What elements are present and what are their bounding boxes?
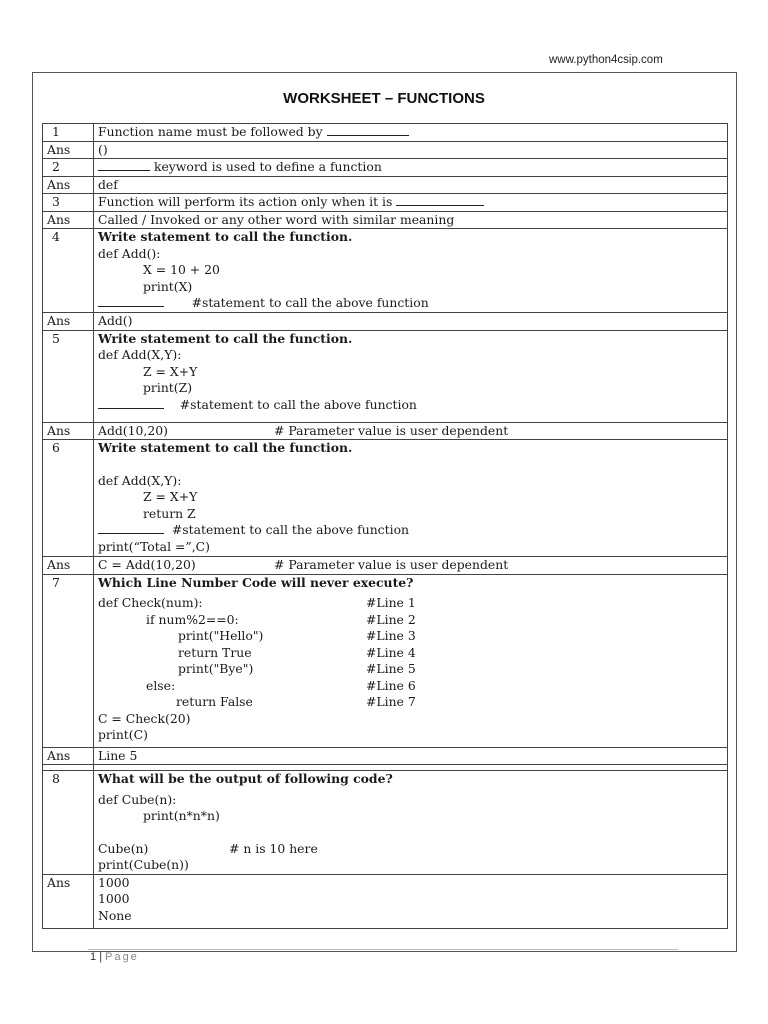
code-line: #statement to call the above function — [98, 295, 723, 312]
code-line: def Add(X,Y): — [98, 472, 182, 488]
page-footer — [90, 951, 139, 963]
answer-label: Ans — [43, 141, 94, 159]
answer-text: Called / Invoked or any other word with similar meaning — [94, 211, 728, 229]
question-body — [94, 771, 728, 875]
question-number: 1 — [43, 124, 94, 142]
code-line: return False #Line 7 — [176, 694, 416, 709]
question-row-8 — [43, 771, 728, 875]
answer-text: def — [94, 176, 728, 194]
code-line: print(X) — [143, 278, 193, 294]
question-body — [94, 229, 728, 313]
answer-comment: # Parameter value is user dependent — [274, 422, 509, 438]
code-line: print("Hello") #Line 3 — [178, 628, 416, 643]
question-heading: Which Line Number Code will never execute? — [98, 574, 414, 590]
code-line: print(Z) — [143, 380, 193, 395]
code-comment: # n is 10 here — [229, 840, 318, 856]
code-line: def Add(X,Y): — [98, 347, 182, 362]
answer-text: Line 5 — [94, 747, 728, 765]
code-line: print("Bye") #Line 5 — [178, 661, 416, 676]
question-heading: Write statement to call the function. — [98, 229, 353, 244]
answer-row-8 — [43, 874, 728, 928]
code-line: X = 10 + 20 — [143, 262, 220, 277]
line-label: #Line 4 — [366, 644, 416, 660]
answer-text: Add() — [94, 313, 728, 331]
line-label: #Line 1 — [366, 595, 416, 610]
answer-row-2 — [43, 176, 728, 194]
question-heading: Write statement to call the function. — [98, 330, 353, 346]
question-row-6 — [43, 440, 728, 557]
question-text: Function will perform its action only when it is — [94, 194, 728, 212]
question-heading: Write statement to call the function. — [98, 440, 353, 455]
code-line: print(Cube(n)) — [98, 857, 189, 872]
question-row-7 — [43, 574, 728, 747]
answer-text: Add(10,20) # Parameter value is user dependent — [94, 422, 728, 440]
code-line: else: #Line 6 — [146, 677, 416, 693]
code-line: print(C) — [98, 727, 148, 742]
answer-label: Ans — [43, 422, 94, 440]
output-line: 1000 — [98, 874, 130, 890]
answer-row-5 — [43, 422, 728, 440]
question-row-5 — [43, 330, 728, 422]
code-line: #statement to call the above function — [98, 397, 723, 414]
question-number: 5 — [43, 330, 94, 422]
question-number: 6 — [43, 440, 94, 557]
question-table — [42, 123, 728, 929]
question-heading: What will be the output of following code? — [98, 771, 393, 786]
question-text: Function name must be followed by — [94, 124, 728, 142]
code-line: Cube(n) # n is 10 here — [98, 840, 318, 856]
answer-row-3 — [43, 211, 728, 229]
page-label: Page — [105, 951, 139, 963]
question-number: 7 — [43, 574, 94, 747]
answer-row-6 — [43, 557, 728, 575]
code-line: #statement to call the above function — [98, 522, 723, 539]
output-line: 1000 — [98, 891, 130, 906]
question-number: 4 — [43, 229, 94, 313]
answer-row-1 — [43, 141, 728, 159]
worksheet-title: WORKSHEET – FUNCTIONS — [283, 90, 485, 107]
question-body — [94, 330, 728, 422]
answer-label: Ans — [43, 313, 94, 331]
question-row-4 — [43, 229, 728, 313]
answer-row-7 — [43, 747, 728, 765]
footer-rule — [88, 949, 678, 950]
line-label: #Line 5 — [366, 661, 416, 676]
answer-output — [94, 874, 728, 928]
code-line: return Z — [143, 505, 196, 521]
page-number: 1 — [90, 951, 97, 963]
code-line: if num%2==0: #Line 2 — [146, 611, 416, 627]
line-label: #Line 7 — [366, 694, 416, 709]
code-line: def Cube(n): — [98, 791, 177, 807]
question-number: 8 — [43, 771, 94, 875]
code-line: def Add(): — [98, 245, 161, 261]
answer-row-4 — [43, 313, 728, 331]
code-line: Z = X+Y — [143, 489, 198, 504]
line-label: #Line 2 — [366, 611, 416, 627]
question-row-1 — [43, 124, 728, 142]
answer-label: Ans — [43, 176, 94, 194]
question-number: 2 — [43, 159, 94, 177]
code-line: print(n*n*n) — [143, 808, 220, 823]
code-line: def Check(num): #Line 1 — [98, 595, 416, 610]
answer-label: Ans — [43, 211, 94, 229]
line-label: #Line 6 — [366, 677, 416, 693]
code-line: print(“Total =”,C) — [98, 538, 210, 554]
page-separator: | — [99, 951, 103, 963]
question-number: 3 — [43, 194, 94, 212]
question-body — [94, 574, 728, 747]
question-body — [94, 440, 728, 557]
answer-comment: # Parameter value is user dependent — [274, 557, 509, 572]
answer-label: Ans — [43, 747, 94, 765]
answer-label: Ans — [43, 557, 94, 575]
output-line: None — [98, 907, 132, 923]
answer-text: () — [94, 141, 728, 159]
code-line: C = Check(20) — [98, 710, 191, 726]
code-line: return True #Line 4 — [178, 644, 416, 660]
question-text: keyword is used to define a function — [94, 159, 728, 177]
site-url: www.python4csip.com — [549, 54, 663, 66]
answer-label: Ans — [43, 874, 94, 928]
question-row-3 — [43, 194, 728, 212]
code-line: Z = X+Y — [143, 363, 198, 379]
line-label: #Line 3 — [366, 628, 416, 643]
question-row-2 — [43, 159, 728, 177]
answer-text: C = Add(10,20) # Parameter value is user dependent — [94, 557, 728, 575]
